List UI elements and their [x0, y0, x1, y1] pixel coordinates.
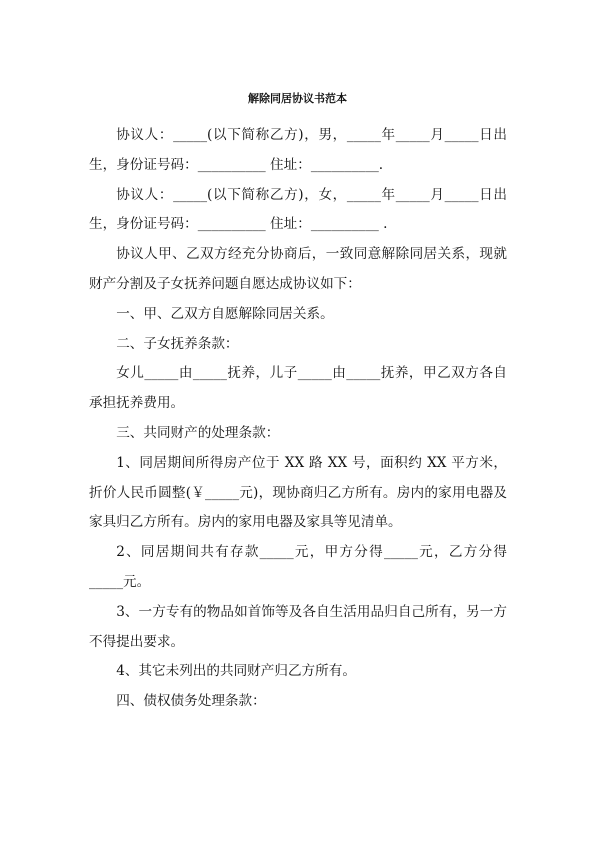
paragraph-clause-2-heading: 二、子女抚养条款： — [116, 335, 239, 352]
paragraph-clause-4-heading: 四、债权债务处理条款： — [116, 693, 266, 710]
document-title: 解除同居协议书范本 — [248, 92, 347, 105]
document-body — [89, 121, 507, 717]
paragraph-property-1: 1、同居期间所得房产位于 XX 路 XX 号，面积约 XX 平方米，折价人民币圆整(￥_____元)，现协商归乙方所有。房内的家用电器及家具归乙方所有。房内的家用电器及家具等见清单。 — [89, 454, 507, 531]
paragraph-clause-1: 一、甲、乙双方自愿解除同居关系。 — [116, 305, 334, 322]
paragraph-party-b: 协议人：_____(以下简称乙方)，女，_____年_____月_____日出生，身份证号码：__________ 住址：__________ . — [89, 186, 507, 233]
paragraph-preamble: 协议人甲、乙双方经充分协商后，一致同意解除同居关系，现就财产分割及子女抚养问题自愿达成协议如下： — [89, 246, 507, 292]
paragraph-property-2: 2、同居期间共有存款_____元，甲方分得_____元，乙方分得_____元。 — [89, 544, 507, 590]
paragraph-party-a: 协议人：_____(以下简称乙方)，男，_____年_____月_____日出生，身份证号码：__________ 住址：__________. — [89, 127, 507, 173]
paragraph-child-custody: 女儿_____由_____抚养，儿子_____由_____抚养，甲乙双方各自承担抚养费用。 — [89, 365, 507, 412]
paragraph-property-4: 4、其它未列出的共同财产归乙方所有。 — [116, 663, 356, 680]
paragraph-property-3: 3、一方专有的物品如首饰等及各自生活用品归自己所有，另一方不得提出要求。 — [89, 603, 507, 650]
paragraph-clause-3-heading: 三、共同财产的处理条款： — [116, 424, 280, 441]
